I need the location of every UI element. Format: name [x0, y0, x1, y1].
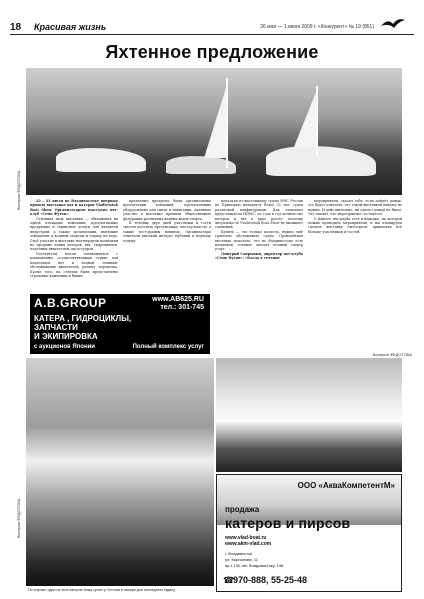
article-paragraph: Посетители могли ознакомиться с компаниями, осуществляющими сервис для владельцев яхт и водной техники: обслуживание двигателей, ремонт, перевозка. Кроме того, на стендах были представлены страховые компании и банки. [30, 251, 118, 278]
ad-brand: ООО «АкваКомпетентМ» [297, 481, 395, 490]
motorboat-photo [26, 358, 214, 586]
page-number: 18 [10, 22, 22, 33]
article-column-4 [308, 199, 402, 351]
ad-website-link[interactable]: www.vlad-boat.ru [225, 535, 267, 541]
ad-sale-label: продажа [225, 505, 260, 514]
article-title: Яхтенное предложение [105, 42, 319, 62]
article-paragraph: показали по-настоящему судам МЧС России по Приморью находится более 25 тыс. судов различной конфигурации. Как отмечают представители ПИМС, из года в год количество катеров и яхт в крае растёт, поэтому актуальность Vladivostok Boat Show не вызывает сомнений. [215, 199, 303, 230]
article-column-3 [215, 199, 303, 355]
article-paragraph: мероприятия, сказал себе: если пойдёт дождь, это будет означать, что такой выставкой никому не нужна. И действительно, ни одного дождя не было! Это значит, что мероприятие состоялось. [308, 199, 402, 217]
ad-logo: A.B.GROUP [34, 296, 107, 310]
page-header [10, 22, 414, 35]
article-paragraph: У нашего яхт-клуба есть площадка, на которой можно проводить мероприятия, и мы планируем сделать выставку ежегодной, привлекая всё больше участников и гостей. [308, 216, 402, 234]
ad-headline-2: ЗАПЧАСТИ [34, 323, 78, 332]
ad-tagline: с аукционов Японии [34, 344, 95, 350]
ad-headline: катеров и пирсов [225, 515, 351, 531]
bird-logo-icon [380, 16, 406, 30]
akvakompetent-advert[interactable] [216, 474, 402, 592]
ad-headline-3: И ЭКИПИРОВКА [34, 332, 98, 341]
issue-info: 26 мая — 1 июня 2009 г. «Конкурент» № 19 (851) [260, 24, 374, 30]
ad-website-link[interactable]: www.AB625.RU [152, 296, 204, 303]
section-name: Красивая жизнь [34, 22, 107, 32]
phone-icon: ☎ [223, 575, 235, 585]
ad-address: пр-т 100 лет Владивостоку, 148 [225, 563, 284, 568]
article-paragraph: В течение двух дней участники и гости смогли посетить презентации, мастер-классы, а также тест-драйвы новинок. Организаторы отметили высокий интерес публики к водному отдыху. [123, 221, 211, 243]
ad-phone: тел.: 301-745 [160, 304, 204, 311]
photo-credit: Валерия ФЕДОТОВА [372, 352, 412, 357]
article-paragraph: Основная цель выставки — объединить на одной площадке компании, предлагающие продукцию и сервисные услуги для яхтенной индустрии, а также организации, имеющие отношение к водным спортам и отдыху на воде. Своё участие в выставке подтвердили компании по продаже новых катеров, яхт, гидроциклов, лодочных двигателей, аксессуаров. [30, 216, 118, 252]
article-quote-author: Дмитрий Сапрыкин, директор яхт-клуба «Семь Футов»: «Когда в течение [215, 251, 303, 261]
ad-address: г. Владивосток, [225, 551, 254, 556]
ad-services: Полный комплекс услуг [132, 344, 204, 350]
article-paragraph: кредитные продукты, были организованы презентации компаний, предлагающих оборудование для связи и навигации. Активное участие в выставке приняли общественные федерации различных водных видов спорта. [123, 199, 211, 221]
ad-website-link[interactable]: www.akm-vlad.com [225, 541, 272, 547]
article-lead: 22 – 23 июля во Владивостоке впервые прошла выставка яхт и катеров Vladivostok Boat Show. Организатором выступил яхт-клуб «Семь Футов». [30, 199, 118, 217]
photo-credit-vertical: Валерия ФЕДОТОВА [16, 498, 21, 538]
article-paragraph: Купить — это только полдела, нужно ещё грамотно обслуживать судно. Проведённая выставка показала, что во Владивостоке есть компании, готовые оказать полный спектр услуг. [215, 229, 303, 252]
photo-caption: По слухам, один из этих катеров Анжи купил у Глотова в тамаре для последнего гадану. [28, 588, 176, 592]
photo-credit-vertical: Валерия ФЕДОТОВА [16, 170, 21, 210]
ad-phone: 970-888, 55-25-48 [233, 575, 308, 585]
yacht-photo [216, 358, 402, 472]
marina-photo [26, 68, 402, 195]
ab-group-advert[interactable] [30, 294, 210, 354]
ad-headline-1: КАТЕРА , ГИДРОЦИКЛЫ, [34, 314, 132, 323]
ad-address: ул. Корнилова, 11 [225, 557, 258, 562]
